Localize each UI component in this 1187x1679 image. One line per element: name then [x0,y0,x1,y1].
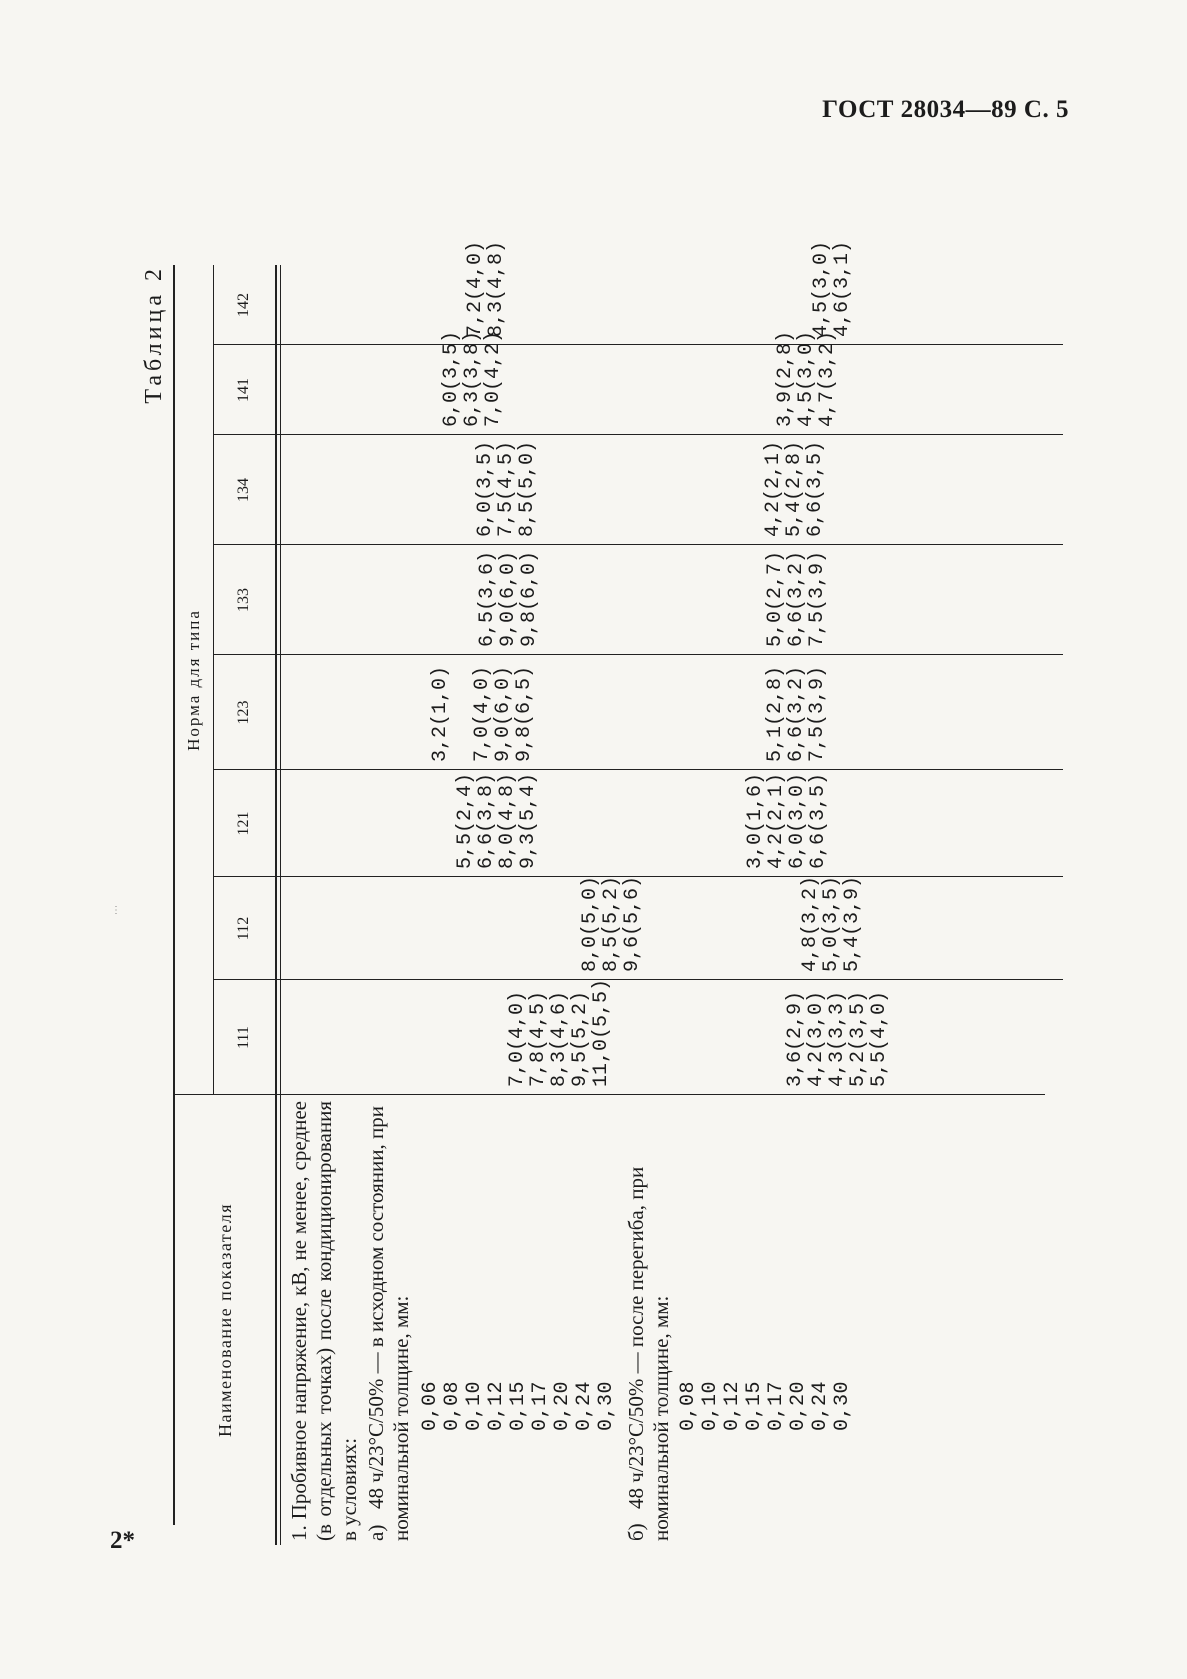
value-cell: 5,0(3,5) [820,875,843,972]
value-cell: 5,2(3,5) [847,990,870,1087]
sub-a [364,1101,414,1541]
type-column-rule [213,344,1063,345]
value-cell: 4,2(3,0) [805,990,828,1087]
sub-b-label: б) [624,1523,648,1541]
value-cell: 11,0(5,5) [590,978,613,1087]
values-b-112 [800,876,863,972]
value-cell: 5,4(2,8) [783,440,806,537]
value-cell [451,666,472,762]
value-cell: 4,6(3,1) [831,240,854,337]
type-header-134: 134 [235,478,252,502]
value-cell: 4,2(2,1) [762,440,785,537]
document-header: ГОСТ 28034—89 С. 5 [822,96,1069,123]
thickness-a: 0,06 [419,1380,442,1431]
values-b-133 [765,551,828,647]
values-b-111 [785,991,890,1087]
value-cell: 7,0(4,0) [506,990,529,1087]
value-cell: 7,5(3,9) [806,665,829,762]
value-cell: 5,5(2,4) [454,772,477,869]
value-cell: 4,3(3,3) [826,990,849,1087]
values-a-133 [477,551,540,647]
type-column-rule [213,654,1063,655]
value-cell: 9,3(5,4) [517,772,540,869]
type-column-rule [213,434,1063,435]
page-mark: 2* [110,1527,135,1554]
value-cell: 6,6(3,8) [475,772,498,869]
value-cell: 8,0(5,0) [579,875,602,972]
value-cell: 8,5(5,0) [516,440,539,537]
thickness-b: 0,17 [765,1380,788,1431]
type-header-123: 123 [235,700,252,725]
thickness-a: 0,17 [529,1380,552,1431]
value-cell: 7,0(4,2) [482,330,505,427]
values-b-134 [763,441,826,537]
values-a-121 [455,773,539,869]
thickness-list-b [678,1101,854,1431]
column-header-name: Наименование показателя [214,1203,235,1437]
value-cell: 7,8(4,5) [527,990,550,1087]
value-cell: 3,2(1,0) [429,665,452,762]
thickness-b: 0,10 [699,1380,722,1431]
values-a-134 [475,441,538,537]
value-cell: 8,3(4,8) [485,240,508,337]
type-header-111: 111 [235,1026,252,1049]
value-cell: 6,6(3,5) [807,772,830,869]
type-header-121: 121 [235,811,252,836]
value-cell: 5,4(3,9) [841,875,864,972]
thickness-a: 0,10 [463,1380,486,1431]
thickness-a: 0,12 [485,1380,508,1431]
value-cell: 9,5(5,2) [569,990,592,1087]
thickness-a: 0,15 [507,1380,530,1431]
value-cell: 8,5(5,2) [600,875,623,972]
thickness-b: 0,24 [809,1380,832,1431]
value-cell: 4,5(3,0) [795,330,818,427]
value-cell: 7,2(4,0) [464,240,487,337]
value-cell: 3,0(1,6) [744,772,767,869]
thickness-a: 0,24 [573,1380,596,1431]
thickness-b: 0,30 [831,1380,854,1431]
value-cell: 5,5(4,0) [868,990,891,1087]
value-cell: 6,0(3,5) [474,440,497,537]
value-cell: 3,9(2,8) [774,330,797,427]
value-cell: 9,6(5,6) [621,875,644,972]
sub-b-text: 48 ч/23°C/50% — после перегиба, при номинальной толщине, мм: [624,1166,673,1541]
value-cell: 4,2(2,1) [765,772,788,869]
scan-dots: ⋮ [111,905,121,916]
row-description [287,1101,854,1541]
value-cell: 6,0(3,0) [786,772,809,869]
type-header-142: 142 [235,293,252,317]
value-cell: 6,5(3,6) [476,550,499,647]
values-b-123 [765,666,828,762]
thickness-list-a [420,1101,618,1431]
type-header-141: 141 [235,378,252,402]
value-cell: 6,6(3,2) [785,550,808,647]
value-cell: 9,0(6,0) [492,665,515,762]
thickness-b: 0,20 [787,1380,810,1431]
header-bottom-rule [275,265,277,1545]
thickness-a: 0,08 [441,1380,464,1431]
value-cell: 6,6(3,2) [785,665,808,762]
header-bottom-rule-thin [280,265,281,1545]
name-column-rule [175,1094,1045,1095]
rotated-table-page [135,240,1005,1545]
thickness-b: 0,12 [721,1380,744,1431]
thickness-a: 0,20 [551,1380,574,1431]
thickness-b: 0,15 [743,1380,766,1431]
value-cell: 6,3(3,8) [461,330,484,427]
values-a-141 [441,331,504,427]
values-b-141 [775,331,838,427]
values-a-111 [507,979,612,1087]
type-column-rule [213,979,1063,980]
values-a-123 [430,666,535,762]
type-header-112: 112 [235,916,252,941]
value-cell: 3,6(2,9) [784,990,807,1087]
type-column-rule [213,544,1063,545]
values-b-142 [811,241,853,337]
value-cell: 4,7(3,2) [816,330,839,427]
values-a-112 [580,876,643,972]
values-b-121 [745,773,829,869]
value-cell: 7,5(3,9) [806,550,829,647]
value-cell: 4,8(3,2) [799,875,822,972]
value-cell: 5,1(2,8) [764,665,787,762]
value-cell: 8,3(4,6) [548,990,571,1087]
type-column-rule [213,769,1063,770]
thickness-b: 0,08 [677,1380,700,1431]
value-cell: 9,8(6,0) [518,550,541,647]
value-cell: 5,0(2,7) [764,550,787,647]
sub-b [624,1101,674,1541]
value-cell: 7,5(4,5) [495,440,518,537]
type-header-133: 133 [235,588,252,612]
value-cell: 7,0(4,0) [471,665,494,762]
value-cell: 6,6(3,5) [804,440,827,537]
column-header-norma: Норма для типа [184,609,203,751]
thickness-a: 0,30 [595,1380,618,1431]
value-cell: 9,8(6,5) [513,665,536,762]
value-cell: 6,0(3,5) [440,330,463,427]
value-cell: 9,0(6,0) [497,550,520,647]
sub-a-label: а) [364,1524,388,1541]
value-cell: 4,5(3,0) [810,240,833,337]
item-1-text: 1. Пробивное напряжение, кВ, не менее, среднее (в отдельных точках) после кондиционирования в условиях: [287,1101,361,1541]
sub-a-text: 48 ч/23°C/50% — в исходном состоянии, при номинальной толщине, мм: [364,1106,413,1541]
table-caption: Таблица 2 [141,265,167,404]
values-a-142 [465,241,507,337]
value-cell: 8,0(4,8) [496,772,519,869]
